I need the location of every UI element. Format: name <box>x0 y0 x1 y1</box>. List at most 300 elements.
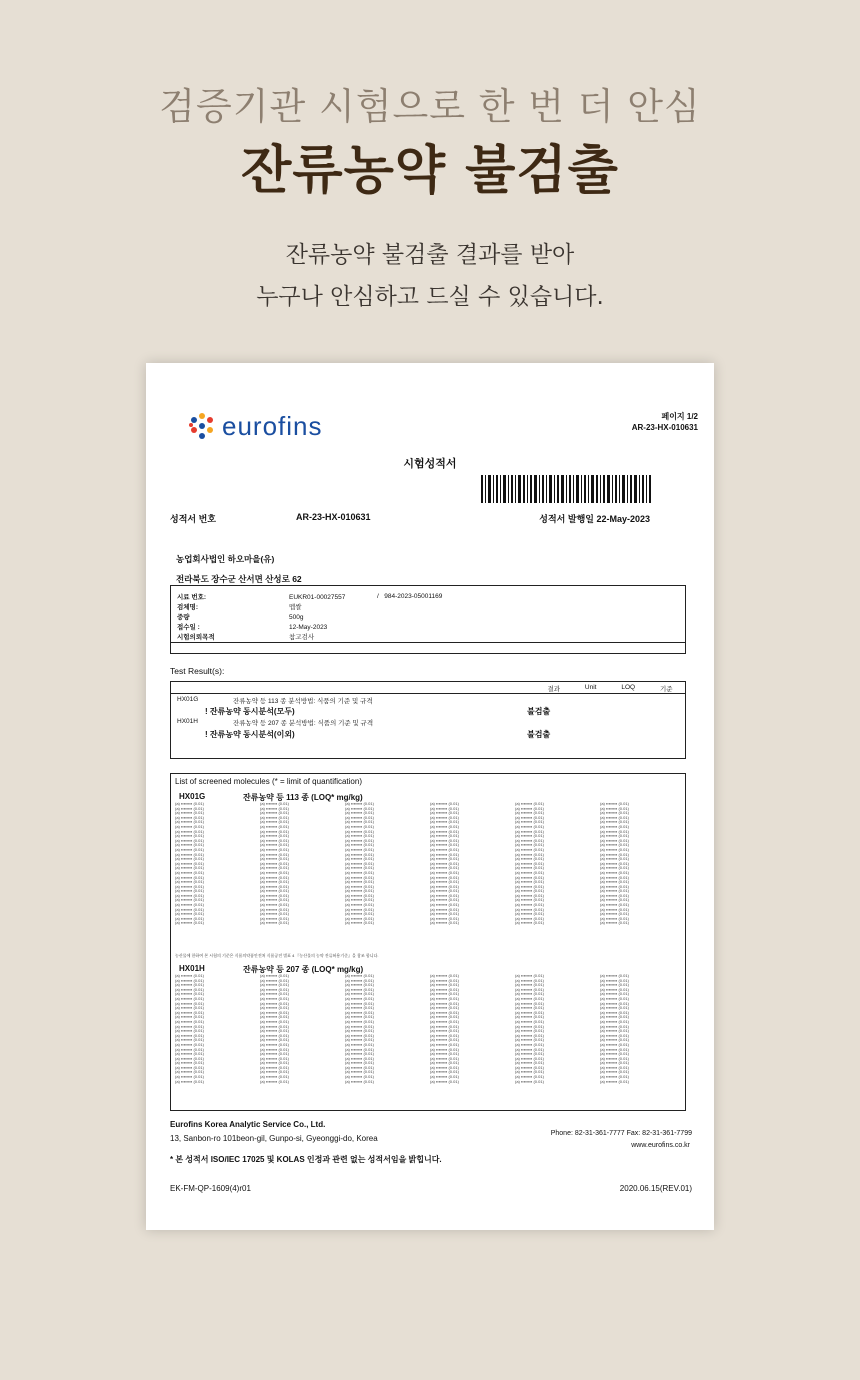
molecule-entry: (a) ▪▪▪▪▪▪▪▪ (0.01) <box>515 811 544 816</box>
sample-value: 멥쌀 <box>289 604 302 611</box>
molecule-entry: (a) ▪▪▪▪▪▪▪▪ (0.01) <box>175 889 204 894</box>
molecule-entry: (a) ▪▪▪▪▪▪▪▪ (0.01) <box>515 898 544 903</box>
molecule-entry: (a) ▪▪▪▪▪▪▪▪ (0.01) <box>515 1075 544 1080</box>
molecule-entry: (a) ▪▪▪▪▪▪▪▪ (0.01) <box>515 1042 544 1047</box>
molecule-entry: (a) ▪▪▪▪▪▪▪▪ (0.01) <box>345 802 374 806</box>
molecule-entry: (a) ▪▪▪▪▪▪▪▪ (0.01) <box>430 824 459 829</box>
molecule-entry: (a) ▪▪▪▪▪▪▪▪ (0.01) <box>600 978 629 983</box>
molecule-entry: (a) ▪▪▪▪▪▪▪▪ (0.01) <box>430 857 459 862</box>
barcode <box>481 475 651 503</box>
molecule-entry: (a) ▪▪▪▪▪▪▪▪ (0.01) <box>600 921 629 926</box>
sample-values <box>289 593 345 643</box>
molecule-entry: (a) ▪▪▪▪▪▪▪▪ (0.01) <box>430 921 459 926</box>
molecule-entry: (a) ▪▪▪▪▪▪▪▪ (0.01) <box>345 843 374 848</box>
molecule-entry: (a) ▪▪▪▪▪▪▪▪ (0.01) <box>345 903 374 908</box>
sample-info-box <box>170 585 686 654</box>
molecule-entry: (a) ▪▪▪▪▪▪▪▪ (0.01) <box>515 820 544 825</box>
molecule-entry: (a) ▪▪▪▪▪▪▪▪ (0.01) <box>260 857 289 862</box>
molecule-entry: (a) ▪▪▪▪▪▪▪▪ (0.01) <box>430 884 459 889</box>
molecule-entry: (a) ▪▪▪▪▪▪▪▪ (0.01) <box>175 996 204 1001</box>
result-headers <box>535 684 685 693</box>
molecule-entry: (a) ▪▪▪▪▪▪▪▪ (0.01) <box>175 1001 204 1006</box>
molecule-entry: (a) ▪▪▪▪▪▪▪▪ (0.01) <box>175 912 204 917</box>
molecule-entry: (a) ▪▪▪▪▪▪▪▪ (0.01) <box>260 866 289 871</box>
molecule-entry: (a) ▪▪▪▪▪▪▪▪ (0.01) <box>260 852 289 857</box>
molecule-entry: (a) ▪▪▪▪▪▪▪▪ (0.01) <box>515 838 544 843</box>
molecule-entry: (a) ▪▪▪▪▪▪▪▪ (0.01) <box>175 829 204 834</box>
molecule-entry: (a) ▪▪▪▪▪▪▪▪ (0.01) <box>515 996 544 1001</box>
molecule-entry: (a) ▪▪▪▪▪▪▪▪ (0.01) <box>515 1024 544 1029</box>
molecule-entry: (a) ▪▪▪▪▪▪▪▪ (0.01) <box>515 824 544 829</box>
issue-date: 성적서 발행일 22-May-2023 <box>539 514 650 524</box>
molecule-entry: (a) ▪▪▪▪▪▪▪▪ (0.01) <box>260 880 289 885</box>
molecule-entry: (a) ▪▪▪▪▪▪▪▪ (0.01) <box>260 838 289 843</box>
molecule-entry: (a) ▪▪▪▪▪▪▪▪ (0.01) <box>175 903 204 908</box>
result-value-2: 불검출 <box>527 730 551 739</box>
molecule-entry: (a) ▪▪▪▪▪▪▪▪ (0.01) <box>175 857 204 862</box>
client-address: 전라북도 장수군 산서면 산성로 62 <box>176 574 302 584</box>
molecule-entry: (a) ▪▪▪▪▪▪▪▪ (0.01) <box>260 996 289 1001</box>
molecule-entry: (a) ▪▪▪▪▪▪▪▪ (0.01) <box>175 866 204 871</box>
molecule-entry: (a) ▪▪▪▪▪▪▪▪ (0.01) <box>600 1010 629 1015</box>
molecule-entry: (a) ▪▪▪▪▪▪▪▪ (0.01) <box>175 806 204 811</box>
molecule-entry: (a) ▪▪▪▪▪▪▪▪ (0.01) <box>260 1052 289 1057</box>
molecule-entry: (a) ▪▪▪▪▪▪▪▪ (0.01) <box>515 916 544 921</box>
hero-desc-line1: 잔류농약 불검출 결과를 받아 <box>285 242 575 268</box>
molecule-entry: (a) ▪▪▪▪▪▪▪▪ (0.01) <box>600 806 629 811</box>
molecule-entry: (a) ▪▪▪▪▪▪▪▪ (0.01) <box>515 866 544 871</box>
molecule-entry: (a) ▪▪▪▪▪▪▪▪ (0.01) <box>175 1033 204 1038</box>
molecule-entry: (a) ▪▪▪▪▪▪▪▪ (0.01) <box>600 974 629 978</box>
molecule-entry: (a) ▪▪▪▪▪▪▪▪ (0.01) <box>600 1070 629 1075</box>
molecule-entry: (a) ▪▪▪▪▪▪▪▪ (0.01) <box>260 1070 289 1075</box>
molecule-entry: (a) ▪▪▪▪▪▪▪▪ (0.01) <box>345 1010 374 1015</box>
molecule-entry: (a) ▪▪▪▪▪▪▪▪ (0.01) <box>430 1056 459 1061</box>
molecule-entry: (a) ▪▪▪▪▪▪▪▪ (0.01) <box>515 806 544 811</box>
molecule-entry: (a) ▪▪▪▪▪▪▪▪ (0.01) <box>175 921 204 926</box>
molecule-entry: (a) ▪▪▪▪▪▪▪▪ (0.01) <box>600 811 629 816</box>
molecule-entry: (a) ▪▪▪▪▪▪▪▪ (0.01) <box>600 1079 629 1084</box>
molecule-entry: (a) ▪▪▪▪▪▪▪▪ (0.01) <box>430 889 459 894</box>
molecule-entry: (a) ▪▪▪▪▪▪▪▪ (0.01) <box>175 1075 204 1080</box>
molecule-entry: (a) ▪▪▪▪▪▪▪▪ (0.01) <box>260 829 289 834</box>
result-value-1: 불검출 <box>527 707 551 716</box>
molecule-entry: (a) ▪▪▪▪▪▪▪▪ (0.01) <box>600 1015 629 1020</box>
molecule-entry: (a) ▪▪▪▪▪▪▪▪ (0.01) <box>345 1001 374 1006</box>
molecule-entry: (a) ▪▪▪▪▪▪▪▪ (0.01) <box>600 838 629 843</box>
molecule-entry: (a) ▪▪▪▪▪▪▪▪ (0.01) <box>430 903 459 908</box>
molecule-entry: (a) ▪▪▪▪▪▪▪▪ (0.01) <box>600 875 629 880</box>
molecule-entry: (a) ▪▪▪▪▪▪▪▪ (0.01) <box>515 903 544 908</box>
molecule-entry: (a) ▪▪▪▪▪▪▪▪ (0.01) <box>260 974 289 978</box>
molecule-entry: (a) ▪▪▪▪▪▪▪▪ (0.01) <box>430 1047 459 1052</box>
sample-labels <box>177 593 215 643</box>
molecule-entry: (a) ▪▪▪▪▪▪▪▪ (0.01) <box>430 893 459 898</box>
sample-no-2-value: 984-2023-05001169 <box>384 593 443 600</box>
molecule-entry: (a) ▪▪▪▪▪▪▪▪ (0.01) <box>175 875 204 880</box>
molecule-entry: (a) ▪▪▪▪▪▪▪▪ (0.01) <box>345 870 374 875</box>
molecule-entry: (a) ▪▪▪▪▪▪▪▪ (0.01) <box>600 1019 629 1024</box>
molecule-entry: (a) ▪▪▪▪▪▪▪▪ (0.01) <box>430 1075 459 1080</box>
molecule-entry: (a) ▪▪▪▪▪▪▪▪ (0.01) <box>175 1015 204 1020</box>
molecule-entry: (a) ▪▪▪▪▪▪▪▪ (0.01) <box>175 824 204 829</box>
molecule-entry: (a) ▪▪▪▪▪▪▪▪ (0.01) <box>600 802 629 806</box>
molecule-entry: (a) ▪▪▪▪▪▪▪▪ (0.01) <box>260 916 289 921</box>
group1-title: 잔류농약 등 113 종 (LOQ* mg/kg) <box>243 793 363 802</box>
molecule-entry: (a) ▪▪▪▪▪▪▪▪ (0.01) <box>175 1047 204 1052</box>
molecule-entry: (a) ▪▪▪▪▪▪▪▪ (0.01) <box>600 907 629 912</box>
molecule-entry: (a) ▪▪▪▪▪▪▪▪ (0.01) <box>175 1019 204 1024</box>
screened-molecules-box <box>170 773 686 1111</box>
molecule-entry: (a) ▪▪▪▪▪▪▪▪ (0.01) <box>175 1010 204 1015</box>
molecule-entry: (a) ▪▪▪▪▪▪▪▪ (0.01) <box>600 983 629 988</box>
molecule-entry: (a) ▪▪▪▪▪▪▪▪ (0.01) <box>600 1052 629 1057</box>
result-name-2: ! 잔류농약 동시분석(이외) <box>205 730 295 739</box>
molecule-entry: (a) ▪▪▪▪▪▪▪▪ (0.01) <box>600 1075 629 1080</box>
molecule-entry: (a) ▪▪▪▪▪▪▪▪ (0.01) <box>515 893 544 898</box>
molecule-entry: (a) ▪▪▪▪▪▪▪▪ (0.01) <box>600 992 629 997</box>
result-name-1: ! 잔류농약 동시분석(모두) <box>205 707 295 716</box>
group2-code: HX01H <box>179 964 205 973</box>
molecule-entry: (a) ▪▪▪▪▪▪▪▪ (0.01) <box>175 870 204 875</box>
molecule-entry: (a) ▪▪▪▪▪▪▪▪ (0.01) <box>260 1033 289 1038</box>
molecule-entry: (a) ▪▪▪▪▪▪▪▪ (0.01) <box>175 916 204 921</box>
molecule-entry: (a) ▪▪▪▪▪▪▪▪ (0.01) <box>260 861 289 866</box>
molecule-entry: (a) ▪▪▪▪▪▪▪▪ (0.01) <box>175 1029 204 1034</box>
molecule-entry: (a) ▪▪▪▪▪▪▪▪ (0.01) <box>600 834 629 839</box>
company-website: www.eurofins.co.kr <box>631 1142 690 1149</box>
molecule-entry: (a) ▪▪▪▪▪▪▪▪ (0.01) <box>600 898 629 903</box>
molecule-entry: (a) ▪▪▪▪▪▪▪▪ (0.01) <box>345 866 374 871</box>
sample-label: 접수일 : <box>177 624 200 631</box>
molecule-entry: (a) ▪▪▪▪▪▪▪▪ (0.01) <box>345 820 374 825</box>
molecule-entry: (a) ▪▪▪▪▪▪▪▪ (0.01) <box>260 1024 289 1029</box>
result-header: 결과 <box>547 686 560 693</box>
molecule-entry: (a) ▪▪▪▪▪▪▪▪ (0.01) <box>515 983 544 988</box>
molecule-entry: (a) ▪▪▪▪▪▪▪▪ (0.01) <box>175 992 204 997</box>
molecule-entry: (a) ▪▪▪▪▪▪▪▪ (0.01) <box>175 1070 204 1075</box>
molecule-entry: (a) ▪▪▪▪▪▪▪▪ (0.01) <box>175 815 204 820</box>
molecule-entry: (a) ▪▪▪▪▪▪▪▪ (0.01) <box>345 992 374 997</box>
molecule-entry: (a) ▪▪▪▪▪▪▪▪ (0.01) <box>260 875 289 880</box>
divider <box>171 693 685 694</box>
divider <box>171 642 685 643</box>
molecule-entry: (a) ▪▪▪▪▪▪▪▪ (0.01) <box>515 847 544 852</box>
molecule-entry: (a) ▪▪▪▪▪▪▪▪ (0.01) <box>345 1006 374 1011</box>
molecule-entry: (a) ▪▪▪▪▪▪▪▪ (0.01) <box>260 806 289 811</box>
molecule-entry: (a) ▪▪▪▪▪▪▪▪ (0.01) <box>345 1061 374 1066</box>
molecule-entry: (a) ▪▪▪▪▪▪▪▪ (0.01) <box>515 1015 544 1020</box>
molecule-entry: (a) ▪▪▪▪▪▪▪▪ (0.01) <box>175 1052 204 1057</box>
screened-title: List of screened molecules (* = limit of quantification) <box>175 777 362 786</box>
molecule-entry: (a) ▪▪▪▪▪▪▪▪ (0.01) <box>175 838 204 843</box>
molecule-entry: (a) ▪▪▪▪▪▪▪▪ (0.01) <box>345 983 374 988</box>
disclaimer: * 본 성적서 ISO/IEC 17025 및 KOLAS 인정과 관련 없는 성적서임을 밝힙니다. <box>170 1155 442 1164</box>
molecule-entry: (a) ▪▪▪▪▪▪▪▪ (0.01) <box>260 824 289 829</box>
molecule-entry: (a) ▪▪▪▪▪▪▪▪ (0.01) <box>600 987 629 992</box>
molecule-entry: (a) ▪▪▪▪▪▪▪▪ (0.01) <box>600 847 629 852</box>
molecule-entry: (a) ▪▪▪▪▪▪▪▪ (0.01) <box>345 907 374 912</box>
molecule-entry: (a) ▪▪▪▪▪▪▪▪ (0.01) <box>345 1056 374 1061</box>
molecule-entry: (a) ▪▪▪▪▪▪▪▪ (0.01) <box>260 815 289 820</box>
sample-label: 시료 번호: <box>177 594 207 601</box>
molecule-entry: (a) ▪▪▪▪▪▪▪▪ (0.01) <box>430 843 459 848</box>
molecule-entry: (a) ▪▪▪▪▪▪▪▪ (0.01) <box>345 916 374 921</box>
molecule-entry: (a) ▪▪▪▪▪▪▪▪ (0.01) <box>430 829 459 834</box>
molecule-entry: (a) ▪▪▪▪▪▪▪▪ (0.01) <box>175 884 204 889</box>
molecule-entry: (a) ▪▪▪▪▪▪▪▪ (0.01) <box>260 1047 289 1052</box>
molecule-entry: (a) ▪▪▪▪▪▪▪▪ (0.01) <box>175 843 204 848</box>
molecule-entry: (a) ▪▪▪▪▪▪▪▪ (0.01) <box>515 978 544 983</box>
molecule-entry: (a) ▪▪▪▪▪▪▪▪ (0.01) <box>600 1061 629 1066</box>
molecule-entry: (a) ▪▪▪▪▪▪▪▪ (0.01) <box>430 866 459 871</box>
molecule-entry: (a) ▪▪▪▪▪▪▪▪ (0.01) <box>175 1061 204 1066</box>
molecule-entry: (a) ▪▪▪▪▪▪▪▪ (0.01) <box>260 1006 289 1011</box>
molecule-entry: (a) ▪▪▪▪▪▪▪▪ (0.01) <box>515 987 544 992</box>
molecule-entry: (a) ▪▪▪▪▪▪▪▪ (0.01) <box>600 1038 629 1043</box>
molecule-entry: (a) ▪▪▪▪▪▪▪▪ (0.01) <box>260 1010 289 1015</box>
note-line: 농산물에 한하여 본 시험의 기준은 식품의약품안전처 식품공전 별표 4 『농산물의 농약 잔류허용기준』을 참조 합니다. <box>175 953 379 958</box>
molecule-entry: (a) ▪▪▪▪▪▪▪▪ (0.01) <box>260 921 289 926</box>
molecule-entry: (a) ▪▪▪▪▪▪▪▪ (0.01) <box>430 1042 459 1047</box>
molecule-entry: (a) ▪▪▪▪▪▪▪▪ (0.01) <box>600 1033 629 1038</box>
sample-value: 12-May-2023 <box>289 624 328 631</box>
group2-title: 잔류농약 등 207 종 (LOQ* mg/kg) <box>243 965 364 974</box>
molecule-entry: (a) ▪▪▪▪▪▪▪▪ (0.01) <box>260 983 289 988</box>
sample-value: 참고검사 <box>289 634 315 641</box>
molecule-entry: (a) ▪▪▪▪▪▪▪▪ (0.01) <box>600 893 629 898</box>
molecule-entry: (a) ▪▪▪▪▪▪▪▪ (0.01) <box>260 912 289 917</box>
report-id-top: AR-23-HX-010631 <box>631 423 698 432</box>
molecule-entry: (a) ▪▪▪▪▪▪▪▪ (0.01) <box>260 1061 289 1066</box>
molecule-entry: (a) ▪▪▪▪▪▪▪▪ (0.01) <box>345 996 374 1001</box>
molecule-entry: (a) ▪▪▪▪▪▪▪▪ (0.01) <box>260 1056 289 1061</box>
molecule-entry: (a) ▪▪▪▪▪▪▪▪ (0.01) <box>515 834 544 839</box>
molecule-entry: (a) ▪▪▪▪▪▪▪▪ (0.01) <box>345 847 374 852</box>
molecule-entry: (a) ▪▪▪▪▪▪▪▪ (0.01) <box>515 1019 544 1024</box>
molecule-entry: (a) ▪▪▪▪▪▪▪▪ (0.01) <box>345 912 374 917</box>
molecule-entry: (a) ▪▪▪▪▪▪▪▪ (0.01) <box>600 1065 629 1070</box>
molecule-entry: (a) ▪▪▪▪▪▪▪▪ (0.01) <box>260 987 289 992</box>
molecule-entry: (a) ▪▪▪▪▪▪▪▪ (0.01) <box>430 861 459 866</box>
molecule-entry: (a) ▪▪▪▪▪▪▪▪ (0.01) <box>175 834 204 839</box>
molecule-entry: (a) ▪▪▪▪▪▪▪▪ (0.01) <box>260 903 289 908</box>
molecule-entry: (a) ▪▪▪▪▪▪▪▪ (0.01) <box>600 903 629 908</box>
molecule-entry: (a) ▪▪▪▪▪▪▪▪ (0.01) <box>175 1038 204 1043</box>
molecule-entry: (a) ▪▪▪▪▪▪▪▪ (0.01) <box>430 847 459 852</box>
molecule-entry: (a) ▪▪▪▪▪▪▪▪ (0.01) <box>260 1042 289 1047</box>
molecule-entry: (a) ▪▪▪▪▪▪▪▪ (0.01) <box>345 806 374 811</box>
molecule-entry: (a) ▪▪▪▪▪▪▪▪ (0.01) <box>515 880 544 885</box>
molecule-entry: (a) ▪▪▪▪▪▪▪▪ (0.01) <box>260 1015 289 1020</box>
molecule-entry: (a) ▪▪▪▪▪▪▪▪ (0.01) <box>515 1029 544 1034</box>
form-code: EK-FM-QP-1609(4)r01 <box>170 1184 251 1193</box>
sample-label: 검체명: <box>177 604 199 611</box>
molecule-entry: (a) ▪▪▪▪▪▪▪▪ (0.01) <box>515 992 544 997</box>
hero-desc-line2: 누구나 안심하고 드실 수 있습니다. <box>256 284 604 310</box>
molecule-entry: (a) ▪▪▪▪▪▪▪▪ (0.01) <box>260 1065 289 1070</box>
result-header: 기준 <box>659 686 673 693</box>
molecule-entry: (a) ▪▪▪▪▪▪▪▪ (0.01) <box>430 1070 459 1075</box>
molecule-entry: (a) ▪▪▪▪▪▪▪▪ (0.01) <box>515 1056 544 1061</box>
molecule-entry: (a) ▪▪▪▪▪▪▪▪ (0.01) <box>345 1042 374 1047</box>
molecule-entry: (a) ▪▪▪▪▪▪▪▪ (0.01) <box>260 992 289 997</box>
molecule-entry: (a) ▪▪▪▪▪▪▪▪ (0.01) <box>260 884 289 889</box>
molecule-entry: (a) ▪▪▪▪▪▪▪▪ (0.01) <box>345 1065 374 1070</box>
molecule-entry: (a) ▪▪▪▪▪▪▪▪ (0.01) <box>430 880 459 885</box>
molecule-entry: (a) ▪▪▪▪▪▪▪▪ (0.01) <box>515 1052 544 1057</box>
molecule-entry: (a) ▪▪▪▪▪▪▪▪ (0.01) <box>260 820 289 825</box>
molecule-entry: (a) ▪▪▪▪▪▪▪▪ (0.01) <box>600 824 629 829</box>
molecule-entry: (a) ▪▪▪▪▪▪▪▪ (0.01) <box>430 1006 459 1011</box>
molecule-entry: (a) ▪▪▪▪▪▪▪▪ (0.01) <box>515 974 544 978</box>
molecule-entry: (a) ▪▪▪▪▪▪▪▪ (0.01) <box>430 875 459 880</box>
molecule-entry: (a) ▪▪▪▪▪▪▪▪ (0.01) <box>600 815 629 820</box>
result-desc-2: 잔류농약 등 207 종 분석방법: 식품의 기준 및 규격 <box>233 720 374 727</box>
client-name: 농업회사법인 하오마을(유) <box>176 554 275 564</box>
molecule-entry: (a) ▪▪▪▪▪▪▪▪ (0.01) <box>515 1047 544 1052</box>
molecule-entry: (a) ▪▪▪▪▪▪▪▪ (0.01) <box>175 987 204 992</box>
molecule-entry: (a) ▪▪▪▪▪▪▪▪ (0.01) <box>430 916 459 921</box>
molecule-entry: (a) ▪▪▪▪▪▪▪▪ (0.01) <box>430 912 459 917</box>
molecule-entry: (a) ▪▪▪▪▪▪▪▪ (0.01) <box>430 838 459 843</box>
molecule-entry: (a) ▪▪▪▪▪▪▪▪ (0.01) <box>260 889 289 894</box>
molecule-entry: (a) ▪▪▪▪▪▪▪▪ (0.01) <box>175 983 204 988</box>
molecule-entry: (a) ▪▪▪▪▪▪▪▪ (0.01) <box>430 811 459 816</box>
molecule-entry: (a) ▪▪▪▪▪▪▪▪ (0.01) <box>345 861 374 866</box>
molecule-entry: (a) ▪▪▪▪▪▪▪▪ (0.01) <box>600 870 629 875</box>
molecule-entry: (a) ▪▪▪▪▪▪▪▪ (0.01) <box>515 1070 544 1075</box>
molecule-entry: (a) ▪▪▪▪▪▪▪▪ (0.01) <box>260 978 289 983</box>
group1-code: HX01G <box>179 792 206 801</box>
molecule-entry: (a) ▪▪▪▪▪▪▪▪ (0.01) <box>260 893 289 898</box>
molecule-entry: (a) ▪▪▪▪▪▪▪▪ (0.01) <box>515 829 544 834</box>
molecule-entry: (a) ▪▪▪▪▪▪▪▪ (0.01) <box>260 898 289 903</box>
molecule-entry: (a) ▪▪▪▪▪▪▪▪ (0.01) <box>600 884 629 889</box>
molecule-entry: (a) ▪▪▪▪▪▪▪▪ (0.01) <box>515 852 544 857</box>
molecule-entry: (a) ▪▪▪▪▪▪▪▪ (0.01) <box>345 834 374 839</box>
molecule-entry: (a) ▪▪▪▪▪▪▪▪ (0.01) <box>345 875 374 880</box>
molecule-entry: (a) ▪▪▪▪▪▪▪▪ (0.01) <box>430 834 459 839</box>
molecule-entry: (a) ▪▪▪▪▪▪▪▪ (0.01) <box>175 861 204 866</box>
molecule-entry: (a) ▪▪▪▪▪▪▪▪ (0.01) <box>600 889 629 894</box>
molecule-entry: (a) ▪▪▪▪▪▪▪▪ (0.01) <box>515 815 544 820</box>
eurofins-logo <box>188 411 323 442</box>
sample-value: 500g <box>289 614 304 621</box>
molecule-entry: (a) ▪▪▪▪▪▪▪▪ (0.01) <box>430 1061 459 1066</box>
molecule-entry: (a) ▪▪▪▪▪▪▪▪ (0.01) <box>260 843 289 848</box>
molecule-entry: (a) ▪▪▪▪▪▪▪▪ (0.01) <box>430 983 459 988</box>
result-code-1: HX01G <box>177 696 199 703</box>
molecule-entry: (a) ▪▪▪▪▪▪▪▪ (0.01) <box>175 852 204 857</box>
molecule-entry: (a) ▪▪▪▪▪▪▪▪ (0.01) <box>515 843 544 848</box>
molecule-entry: (a) ▪▪▪▪▪▪▪▪ (0.01) <box>430 1052 459 1057</box>
molecule-entry: (a) ▪▪▪▪▪▪▪▪ (0.01) <box>345 852 374 857</box>
molecule-entry: (a) ▪▪▪▪▪▪▪▪ (0.01) <box>345 1070 374 1075</box>
report-no-label: 성적서 번호 <box>170 514 216 524</box>
molecule-entry: (a) ▪▪▪▪▪▪▪▪ (0.01) <box>260 1038 289 1043</box>
molecule-entry: (a) ▪▪▪▪▪▪▪▪ (0.01) <box>345 978 374 983</box>
group1-molecule-list <box>175 802 681 926</box>
company-name: Eurofins Korea Analytic Service Co., Ltd. <box>170 1120 326 1129</box>
molecule-entry: (a) ▪▪▪▪▪▪▪▪ (0.01) <box>430 852 459 857</box>
molecule-entry: (a) ▪▪▪▪▪▪▪▪ (0.01) <box>345 1015 374 1020</box>
molecule-entry: (a) ▪▪▪▪▪▪▪▪ (0.01) <box>345 811 374 816</box>
sample-no-2: / 984-2023-05001169 <box>377 593 443 600</box>
molecule-entry: (a) ▪▪▪▪▪▪▪▪ (0.01) <box>345 857 374 862</box>
molecule-entry: (a) ▪▪▪▪▪▪▪▪ (0.01) <box>175 978 204 983</box>
sample-value: EUKR01-00027557 <box>289 594 346 601</box>
molecule-entry: (a) ▪▪▪▪▪▪▪▪ (0.01) <box>430 1065 459 1070</box>
molecule-entry: (a) ▪▪▪▪▪▪▪▪ (0.01) <box>430 974 459 978</box>
result-header: LOQ <box>621 684 636 691</box>
hero-subtitle: 검증기관 시험으로 한 번 더 안심 <box>159 85 701 128</box>
molecule-entry: (a) ▪▪▪▪▪▪▪▪ (0.01) <box>430 820 459 825</box>
molecule-entry: (a) ▪▪▪▪▪▪▪▪ (0.01) <box>175 802 204 806</box>
revision-date: 2020.06.15(REV.01) <box>619 1184 692 1193</box>
molecule-entry: (a) ▪▪▪▪▪▪▪▪ (0.01) <box>175 1056 204 1061</box>
sample-label: 중량 <box>177 614 190 621</box>
molecule-entry: (a) ▪▪▪▪▪▪▪▪ (0.01) <box>430 802 459 806</box>
molecule-entry: (a) ▪▪▪▪▪▪▪▪ (0.01) <box>175 1065 204 1070</box>
molecule-entry: (a) ▪▪▪▪▪▪▪▪ (0.01) <box>430 1079 459 1084</box>
molecule-entry: (a) ▪▪▪▪▪▪▪▪ (0.01) <box>175 907 204 912</box>
molecule-entry: (a) ▪▪▪▪▪▪▪▪ (0.01) <box>345 1024 374 1029</box>
molecule-entry: (a) ▪▪▪▪▪▪▪▪ (0.01) <box>345 1047 374 1052</box>
molecule-entry: (a) ▪▪▪▪▪▪▪▪ (0.01) <box>175 811 204 816</box>
company-address: 13, Sanbon-ro 101beon-gil, Gunpo-si, Gyeonggi-do, Korea <box>170 1134 378 1143</box>
molecule-entry: (a) ▪▪▪▪▪▪▪▪ (0.01) <box>515 1061 544 1066</box>
molecule-entry: (a) ▪▪▪▪▪▪▪▪ (0.01) <box>600 1056 629 1061</box>
page-info <box>632 411 698 433</box>
molecule-entry: (a) ▪▪▪▪▪▪▪▪ (0.01) <box>515 1079 544 1084</box>
molecule-entry: (a) ▪▪▪▪▪▪▪▪ (0.01) <box>430 1038 459 1043</box>
molecule-entry: (a) ▪▪▪▪▪▪▪▪ (0.01) <box>430 815 459 820</box>
molecule-entry: (a) ▪▪▪▪▪▪▪▪ (0.01) <box>430 870 459 875</box>
molecule-entry: (a) ▪▪▪▪▪▪▪▪ (0.01) <box>345 1019 374 1024</box>
molecule-entry: (a) ▪▪▪▪▪▪▪▪ (0.01) <box>345 893 374 898</box>
molecule-entry: (a) ▪▪▪▪▪▪▪▪ (0.01) <box>600 880 629 885</box>
molecule-entry: (a) ▪▪▪▪▪▪▪▪ (0.01) <box>345 1079 374 1084</box>
molecule-entry: (a) ▪▪▪▪▪▪▪▪ (0.01) <box>515 884 544 889</box>
molecule-entry: (a) ▪▪▪▪▪▪▪▪ (0.01) <box>260 1079 289 1084</box>
molecule-entry: (a) ▪▪▪▪▪▪▪▪ (0.01) <box>515 1001 544 1006</box>
molecule-entry: (a) ▪▪▪▪▪▪▪▪ (0.01) <box>515 870 544 875</box>
molecule-entry: (a) ▪▪▪▪▪▪▪▪ (0.01) <box>175 880 204 885</box>
molecule-entry: (a) ▪▪▪▪▪▪▪▪ (0.01) <box>430 1001 459 1006</box>
molecule-entry: (a) ▪▪▪▪▪▪▪▪ (0.01) <box>345 1033 374 1038</box>
molecule-entry: (a) ▪▪▪▪▪▪▪▪ (0.01) <box>345 974 374 978</box>
molecule-entry: (a) ▪▪▪▪▪▪▪▪ (0.01) <box>260 1019 289 1024</box>
molecule-entry: (a) ▪▪▪▪▪▪▪▪ (0.01) <box>515 1065 544 1070</box>
molecule-entry: (a) ▪▪▪▪▪▪▪▪ (0.01) <box>260 1029 289 1034</box>
eurofins-logo-icon <box>188 412 216 442</box>
molecule-entry: (a) ▪▪▪▪▪▪▪▪ (0.01) <box>600 852 629 857</box>
sample-label: 시험의뢰목적 <box>177 634 215 641</box>
molecule-entry: (a) ▪▪▪▪▪▪▪▪ (0.01) <box>260 1001 289 1006</box>
molecule-entry: (a) ▪▪▪▪▪▪▪▪ (0.01) <box>345 884 374 889</box>
molecule-entry: (a) ▪▪▪▪▪▪▪▪ (0.01) <box>260 802 289 806</box>
molecule-entry: (a) ▪▪▪▪▪▪▪▪ (0.01) <box>430 1019 459 1024</box>
molecule-entry: (a) ▪▪▪▪▪▪▪▪ (0.01) <box>515 912 544 917</box>
molecule-entry: (a) ▪▪▪▪▪▪▪▪ (0.01) <box>175 847 204 852</box>
molecule-entry: (a) ▪▪▪▪▪▪▪▪ (0.01) <box>345 1052 374 1057</box>
molecule-entry: (a) ▪▪▪▪▪▪▪▪ (0.01) <box>345 898 374 903</box>
molecule-entry: (a) ▪▪▪▪▪▪▪▪ (0.01) <box>430 898 459 903</box>
molecule-entry: (a) ▪▪▪▪▪▪▪▪ (0.01) <box>600 1006 629 1011</box>
molecule-entry: (a) ▪▪▪▪▪▪▪▪ (0.01) <box>430 978 459 983</box>
result-header: Unit <box>584 684 597 691</box>
